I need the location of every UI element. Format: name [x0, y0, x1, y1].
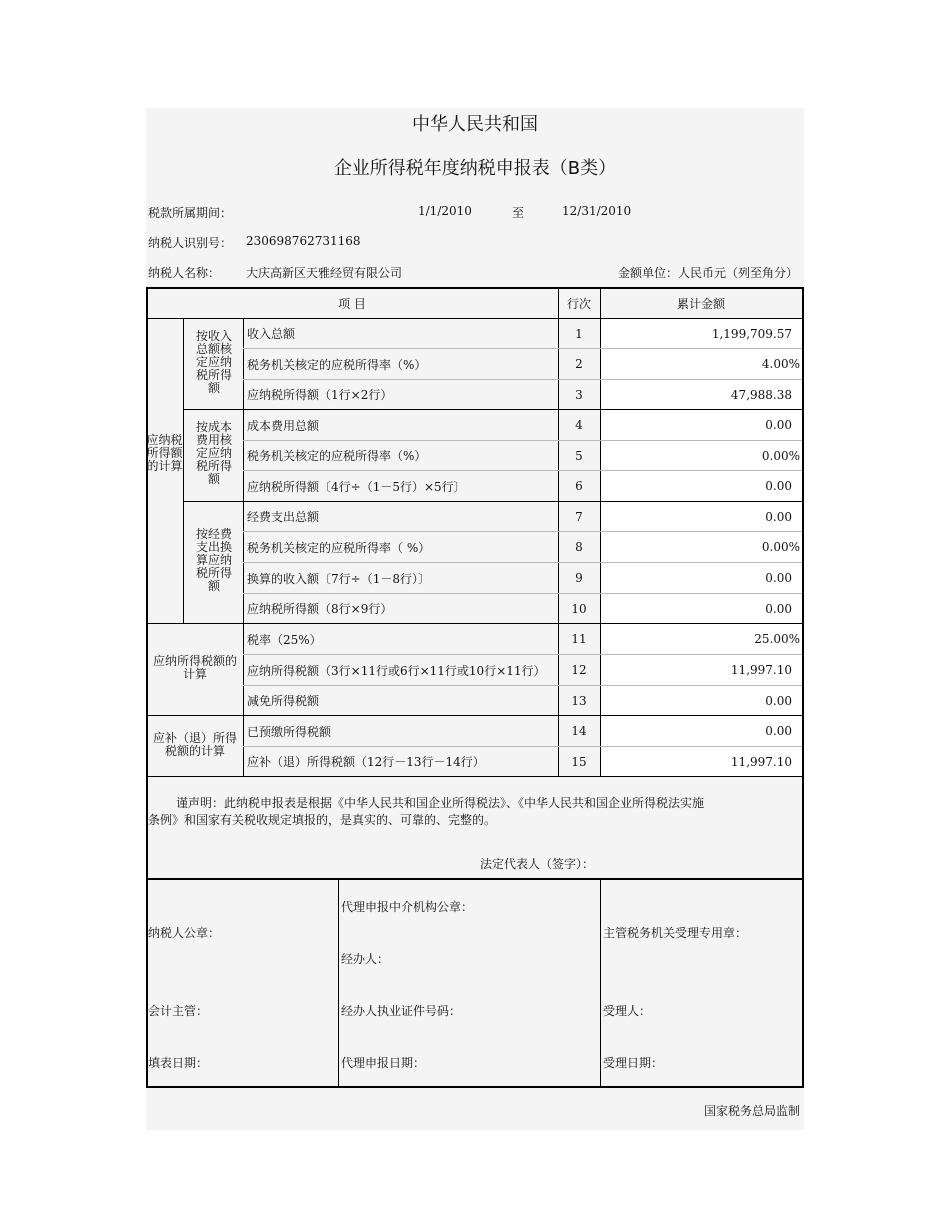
row-6-amount[interactable]: 0.00: [601, 471, 802, 501]
issuer-label: 国家税务总局监制: [703, 1104, 800, 1118]
row-13-amount[interactable]: 0.00: [601, 686, 802, 715]
taxpayer-id-value: 230698762731168: [246, 234, 361, 248]
accountant-label: 会计主管：: [148, 1004, 209, 1018]
taxpayer-seal-label: 纳税人公章：: [148, 926, 221, 940]
group-taxable-income: 应纳税所得额的计算: [146, 433, 183, 473]
period-start: 1/1/2010: [418, 204, 472, 218]
row-6-item: 应纳税所得额〔4行÷（1－5行）×5行〕: [247, 479, 466, 494]
row-5-no: 5: [575, 448, 583, 463]
period-end: 12/31/2010: [562, 204, 632, 218]
row-12-item: 应纳所得税额（3行×11行或6行×11行或10行×11行）: [247, 663, 546, 678]
row-12-amount[interactable]: 11,997.10: [601, 655, 802, 685]
row-3-no: 3: [575, 387, 583, 402]
row-9-item: 换算的收入额〔7行÷（1－8行）〕: [247, 571, 430, 586]
row-10-item: 应纳税所得额（8行×9行）: [247, 602, 393, 616]
row-2-no: 2: [575, 357, 583, 371]
row-14-no: 14: [571, 724, 587, 738]
row-1-amount[interactable]: 1,199,709.57: [601, 319, 802, 348]
row-4-amount[interactable]: 0.00: [601, 410, 802, 440]
receive-date-label: 受理日期：: [603, 1056, 664, 1070]
row-14-amount[interactable]: 0.00: [601, 716, 802, 746]
currency-unit: 金额单位：人民币元（列至角分）: [617, 266, 798, 280]
row-9-no: 9: [575, 571, 583, 585]
row-5-amount[interactable]: 0.00%: [601, 441, 802, 470]
row-8-no: 8: [575, 540, 583, 554]
period-label: 税款所属期间：: [148, 206, 233, 220]
row-15-item: 应补（退）所得税额（12行－13行－14行）: [247, 755, 485, 769]
title-country: 中华人民共和国: [412, 114, 538, 135]
header-row-no: 行次: [566, 297, 591, 311]
group-by-expense: 按经费支出换算应纳税所得额: [195, 527, 232, 593]
group-by-revenue: 按收入总额核定应纳税所得额: [195, 329, 232, 395]
row-1-item: 收入总额: [247, 327, 296, 341]
group-tax-refund: 应补（退）所得税额的计算: [152, 731, 237, 758]
group-by-cost: 按成本费用核定应纳税所得额: [195, 420, 232, 486]
declaration-line-2: 条例》和国家有关税收规定填报的，是真实的、可靠的、完整的。: [148, 813, 497, 827]
row-4-item: 成本费用总额: [247, 418, 320, 433]
row-9-amount[interactable]: 0.00: [601, 563, 802, 593]
row-3-item: 应纳税所得额（1行×2行）: [247, 388, 393, 402]
row-7-amount[interactable]: 0.00: [601, 502, 802, 531]
row-15-amount[interactable]: 11,997.10: [601, 747, 802, 776]
row-11-item: 税率（25%）: [247, 632, 322, 647]
fill-date-label: 填表日期：: [148, 1056, 209, 1070]
agency-seal-label: 代理申报中介机构公章：: [341, 900, 474, 914]
row-2-amount[interactable]: 4.00%: [601, 349, 802, 379]
row-10-amount[interactable]: 0.00: [601, 594, 802, 623]
row-13-no: 13: [571, 693, 587, 708]
row-8-item: 税务机关核定的应税所得率（ %）: [247, 540, 431, 555]
signature-label: 法定代表人（签字）：: [480, 857, 595, 871]
taxpayer-name-value: 大庆高新区天雅经贸有限公司: [246, 266, 403, 280]
agency-date-label: 代理申报日期：: [341, 1056, 426, 1070]
row-11-no: 11: [571, 632, 587, 646]
row-7-item: 经费支出总额: [247, 510, 320, 524]
group-tax-payable: 应纳所得税额的计算: [152, 654, 237, 681]
handler-label: 经办人：: [341, 952, 390, 966]
row-1-no: 1: [575, 326, 583, 341]
row-10-no: 10: [571, 601, 587, 616]
period-to: 至: [512, 206, 525, 220]
taxpayer-name-label: 纳税人名称：: [148, 266, 221, 280]
title-form: 企业所得税年度纳税申报表（B类）: [333, 158, 617, 179]
tax-office-seal-label: 主管税务机关受理专用章：: [603, 926, 748, 940]
header-item: 项 目: [338, 297, 366, 311]
row-11-amount[interactable]: 25.00%: [601, 624, 802, 654]
row-2-item: 税务机关核定的应税所得率（%）: [247, 357, 427, 372]
tax-form-sheet: [146, 108, 804, 1130]
row-15-no: 15: [571, 754, 587, 769]
row-4-no: 4: [575, 418, 583, 432]
row-3-amount[interactable]: 47,988.38: [601, 380, 802, 409]
row-6-no: 6: [575, 479, 583, 493]
row-8-amount[interactable]: 0.00%: [601, 532, 802, 562]
row-12-no: 12: [571, 663, 587, 677]
receiver-label: 受理人：: [603, 1004, 652, 1018]
declaration-line-1: 谨声明：此纳税申报表是根据《中华人民共和国企业所得税法》、《中华人民共和国企业所得税法实施: [176, 796, 705, 810]
taxpayer-id-label: 纳税人识别号：: [148, 236, 233, 250]
row-5-item: 税务机关核定的应税所得率（%）: [247, 449, 427, 463]
row-7-no: 7: [575, 509, 583, 524]
header-amount: 累计金额: [676, 297, 725, 311]
row-13-item: 减免所得税额: [247, 694, 320, 708]
handler-cert-label: 经办人执业证件号码：: [341, 1004, 462, 1018]
row-14-item: 已预缴所得税额: [247, 724, 332, 739]
